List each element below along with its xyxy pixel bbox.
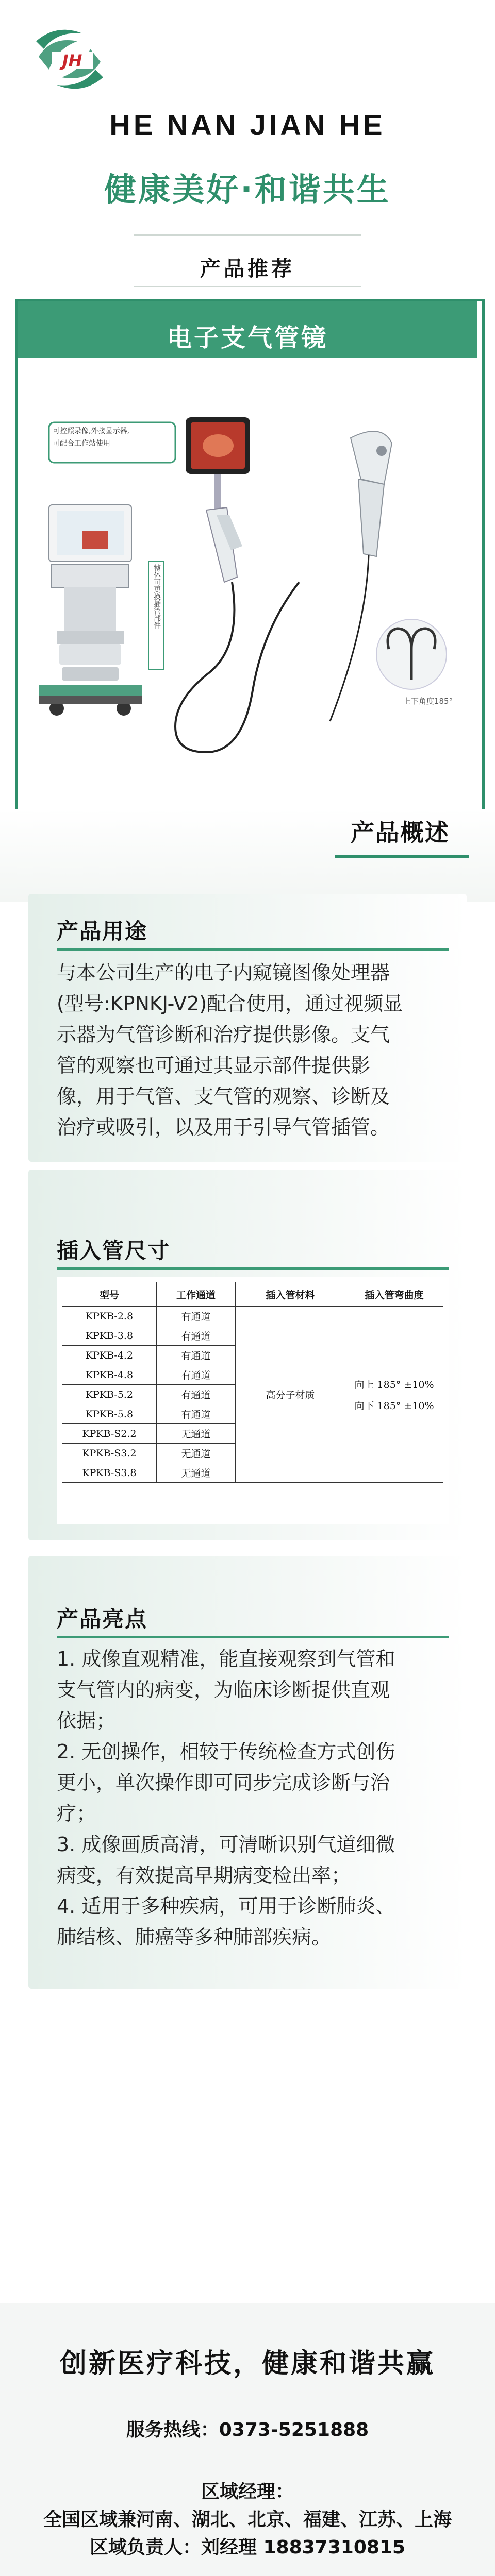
callout-line-2: 可配合工作站使用 [53, 439, 110, 448]
usage-line: 管的观察也可通过其显示部件提供影 [57, 1054, 371, 1077]
table-row [62, 1307, 443, 1326]
product-callout [53, 425, 174, 450]
highlight-line: 3. 成像画质高清，可清晰识别气道细微 [57, 1833, 395, 1856]
usage-line: 示器为气管诊断和治疗提供影像。支气 [57, 1023, 390, 1046]
region-manager-block [0, 2478, 495, 2562]
section-title: 产品推荐 [200, 257, 295, 281]
channel-cell: 有通道 [157, 1404, 236, 1424]
channel-cell: 有通道 [157, 1307, 236, 1326]
callout-line-1: 可控照录像,外接显示器, [53, 427, 129, 435]
highlights-divider [57, 1636, 449, 1638]
model-cell: KPKB-S2.2 [62, 1424, 157, 1444]
channel-cell: 无通道 [157, 1463, 236, 1483]
channel-cell: 有通道 [157, 1365, 236, 1385]
channel-cell: 无通道 [157, 1424, 236, 1444]
region-all: 全国区域兼河南、湖北、北京、福建、江苏、上海 [43, 2509, 452, 2530]
usage-line: (型号:KPNKJ-V2)配合使用，通过视频显 [57, 992, 403, 1015]
insertion-table [62, 1282, 443, 1483]
model-cell: KPKB-4.8 [62, 1365, 157, 1385]
divider-bottom [134, 286, 361, 287]
divider-top [134, 234, 361, 236]
highlight-line: 病变，有效提高早期病变检出率； [57, 1864, 351, 1887]
svg-text:JH: JH [62, 51, 82, 71]
overview-underline [335, 855, 469, 858]
highlight-line: 2. 无创操作，相较于传统检查方式创伤 [57, 1740, 395, 1763]
region2-title [0, 2573, 495, 2576]
highlight-line: 疗； [57, 1802, 96, 1825]
model-cell: KPKB-S3.8 [62, 1463, 157, 1483]
channel-cell: 有通道 [157, 1346, 236, 1365]
channel-cell: 无通道 [157, 1444, 236, 1463]
model-cell: KPKB-5.2 [62, 1385, 157, 1404]
brand-slogan: 健康美好·和谐共生 [104, 171, 391, 208]
angle-caption: 上下角度185° [403, 697, 453, 706]
channel-cell: 有通道 [157, 1326, 236, 1346]
usage-line: 治疗或吸引，以及用于引导气管插管。 [57, 1116, 390, 1139]
product-side-label: 整体可更换插管部件 [153, 564, 161, 629]
col-header-bend: 插入管弯曲度 [345, 1282, 443, 1307]
highlight-line: 依据； [57, 1709, 116, 1732]
model-cell: KPKB-4.2 [62, 1346, 157, 1365]
brand-english: HE NAN JIAN HE [109, 109, 386, 141]
bend-down: 向下 185° ±10% [354, 1400, 434, 1412]
highlights-text [57, 1643, 469, 1953]
model-cell: KPKB-2.8 [62, 1307, 157, 1326]
highlight-line: 1. 成像直观精准，能直接观察到气管和 [57, 1648, 395, 1670]
highlight-line: 肺结核、肺癌等多种肺部疾病。 [57, 1926, 332, 1948]
region2-block [0, 2573, 495, 2576]
insertion-title: 插入管尺寸 [57, 1238, 171, 1263]
usage-text [57, 957, 469, 1143]
model-cell: KPKB-5.8 [62, 1404, 157, 1424]
usage-line: 像，用于气管、支气管的观察、诊断及 [57, 1085, 390, 1108]
bend-up: 向上 185° ±10% [354, 1379, 434, 1391]
insertion-table-wrap [57, 1277, 449, 1524]
col-header-material: 插入管材料 [236, 1282, 345, 1307]
highlight-line: 4. 适用于多种疾病，可用于诊断肺炎、 [57, 1895, 395, 1918]
footer-slogan: 创新医疗科技，健康和谐共赢 [59, 2348, 435, 2379]
col-header-channel: 工作通道 [157, 1282, 236, 1307]
overview-title: 产品概述 [351, 819, 450, 846]
bend-cell [345, 1307, 443, 1483]
region-manager-title: 区域经理： [201, 2481, 294, 2502]
col-header-model: 型号 [62, 1282, 157, 1307]
usage-divider [57, 948, 449, 951]
insertion-divider [57, 1267, 449, 1270]
product-title: 电子支气管镜 [167, 324, 328, 352]
model-cell: KPKB-S3.2 [62, 1444, 157, 1463]
company-logo [21, 21, 119, 98]
usage-line: 与本公司生产的电子内窥镜图像处理器 [57, 961, 390, 984]
material-cell: 高分子材质 [236, 1307, 345, 1483]
usage-title: 产品用途 [57, 919, 148, 944]
region-all-lead: 区域负责人：刘经理 18837310815 [89, 2537, 406, 2558]
highlight-line: 支气管内的病变，为临床诊断提供直观 [57, 1679, 390, 1701]
hotline: 服务热线：0373-5251888 [126, 2419, 369, 2441]
highlights-title: 产品亮点 [57, 1606, 148, 1632]
table-header-row [62, 1282, 443, 1307]
highlight-line: 更小，单次操作即可同步完成诊断与治 [57, 1771, 390, 1794]
model-cell: KPKB-3.8 [62, 1326, 157, 1346]
channel-cell: 有通道 [157, 1385, 236, 1404]
